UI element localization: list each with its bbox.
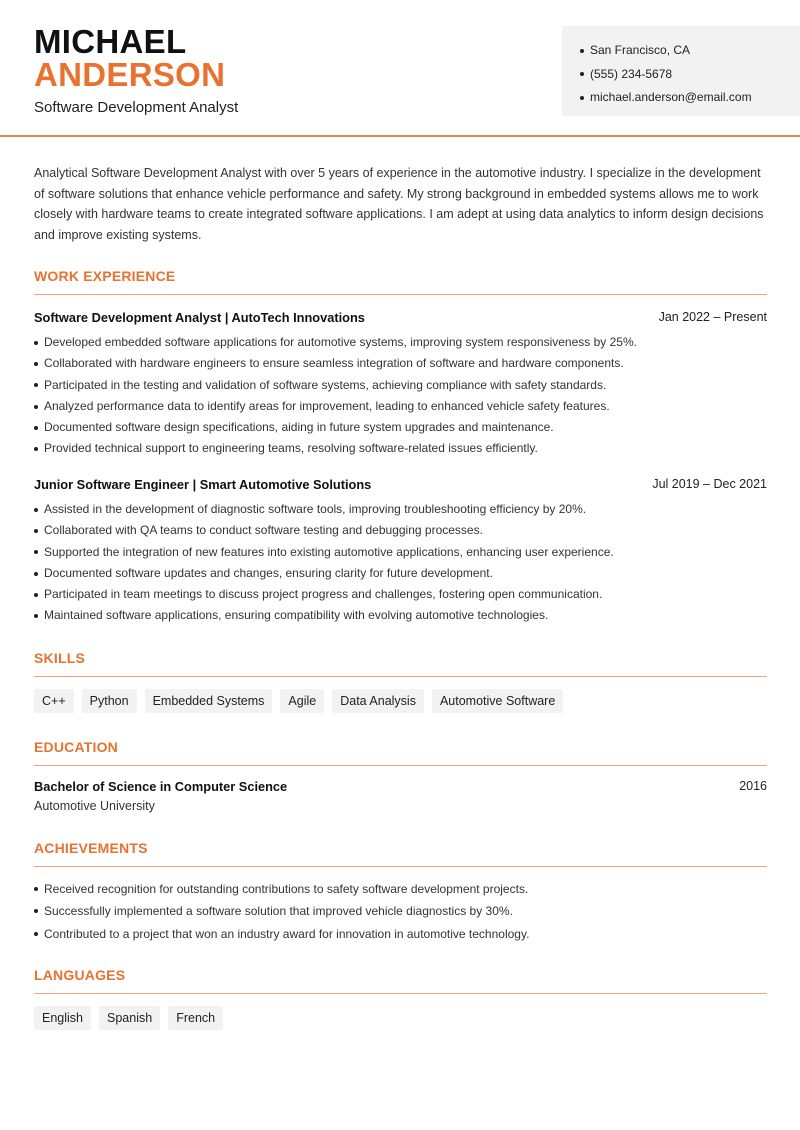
bullet-icon [34, 508, 38, 512]
achievements-list [34, 878, 767, 945]
contact-box [562, 26, 800, 116]
education-degree: Bachelor of Science in Computer Science [34, 779, 288, 794]
education-year: 2016 [739, 779, 767, 793]
list-item: Documented software updates and changes, ensuring clarity for future development. [34, 563, 767, 584]
resume-header [0, 0, 800, 137]
list-item: Collaborated with QA teams to conduct software testing and debugging processes. [34, 520, 767, 541]
bullet-icon [34, 572, 38, 576]
list-item: Supported the integration of new features into existing automotive applications, enhancing user experience. [34, 542, 767, 563]
skill-tag: C++ [34, 689, 74, 713]
skill-tag: Data Analysis [332, 689, 424, 713]
list-item: Participated in team meetings to discuss project progress and challenges, fostering open communication. [34, 584, 767, 605]
language-tag: French [168, 1006, 223, 1030]
list-item: Received recognition for outstanding contributions to safety software development projects. [34, 878, 767, 900]
bullet-icon [34, 341, 38, 345]
job-dates: Jul 2019 – Dec 2021 [652, 477, 767, 491]
list-item: Collaborated with hardware engineers to ensure seamless integration of software and hardware components. [34, 353, 767, 374]
list-item: Successfully implemented a software solution that improved vehicle diagnostics by 30%. [34, 900, 767, 922]
first-name: MICHAEL [34, 23, 187, 60]
job-bullets [34, 332, 767, 460]
contact-email: michael.anderson@email.com [580, 86, 800, 110]
job-title: Software Development Analyst [34, 99, 239, 116]
bullet-icon [34, 909, 38, 913]
contact-phone: (555) 234-5678 [580, 63, 800, 87]
section-title-languages: LANGUAGES [34, 967, 767, 994]
section-title-education: EDUCATION [34, 739, 767, 766]
skills-list [34, 689, 563, 713]
job-header [34, 477, 767, 492]
summary: Analytical Software Development Analyst with over 5 years of experience in the automotive industry. I specialize in the development of software solutions that enhance vehicle performance and safety. My strong background in embedded systems allows me to work closely with hardware teams to create integrated software applications. I am adept at using data analytics to inform design decisions and improve existing systems. [34, 166, 764, 243]
contact-location: San Francisco, CA [580, 39, 800, 63]
skill-tag: Embedded Systems [145, 689, 273, 713]
bullet-icon [580, 49, 584, 53]
bullet-icon [580, 96, 584, 100]
bullet-icon [34, 447, 38, 451]
list-item: Analyzed performance data to identify areas for improvement, leading to enhanced vehicle safety features. [34, 396, 767, 417]
list-item: Developed embedded software applications for automotive systems, improving system responsiveness by 25%. [34, 332, 767, 353]
bullet-icon [34, 383, 38, 387]
languages-list [34, 1006, 223, 1030]
bullet-icon [34, 932, 38, 936]
section-title-work: WORK EXPERIENCE [34, 268, 767, 295]
education-school: Automotive University [34, 799, 155, 813]
list-item: Participated in the testing and validation of software systems, achieving compliance with safety standards. [34, 375, 767, 396]
list-item: Provided technical support to engineering teams, resolving software-related issues efficiently. [34, 438, 767, 459]
list-item: Maintained software applications, ensuring compatibility with evolving automotive technologies. [34, 605, 767, 626]
bullet-icon [34, 405, 38, 409]
job-header [34, 310, 767, 325]
skill-tag: Agile [280, 689, 324, 713]
bullet-icon [34, 614, 38, 618]
job-dates: Jan 2022 – Present [658, 310, 767, 324]
bullet-icon [34, 529, 38, 533]
list-item: Contributed to a project that won an industry award for innovation in automotive technology. [34, 923, 767, 945]
bullet-icon [34, 593, 38, 597]
last-name: ANDERSON [34, 56, 226, 93]
list-item: Documented software design specifications, aiding in future system upgrades and maintenance. [34, 417, 767, 438]
job-bullets [34, 499, 767, 627]
list-item: Assisted in the development of diagnostic software tools, improving troubleshooting efficiency by 20%. [34, 499, 767, 520]
language-tag: English [34, 1006, 91, 1030]
bullet-icon [34, 362, 38, 366]
section-title-achievements: ACHIEVEMENTS [34, 840, 767, 867]
skill-tag: Python [82, 689, 137, 713]
job-role: Software Development Analyst | AutoTech Innovations [34, 310, 365, 325]
job-role: Junior Software Engineer | Smart Automotive Solutions [34, 477, 372, 492]
section-title-skills: SKILLS [34, 650, 767, 677]
bullet-icon [34, 426, 38, 430]
bullet-icon [34, 887, 38, 891]
bullet-icon [580, 72, 584, 76]
skill-tag: Automotive Software [432, 689, 563, 713]
bullet-icon [34, 550, 38, 554]
language-tag: Spanish [99, 1006, 160, 1030]
